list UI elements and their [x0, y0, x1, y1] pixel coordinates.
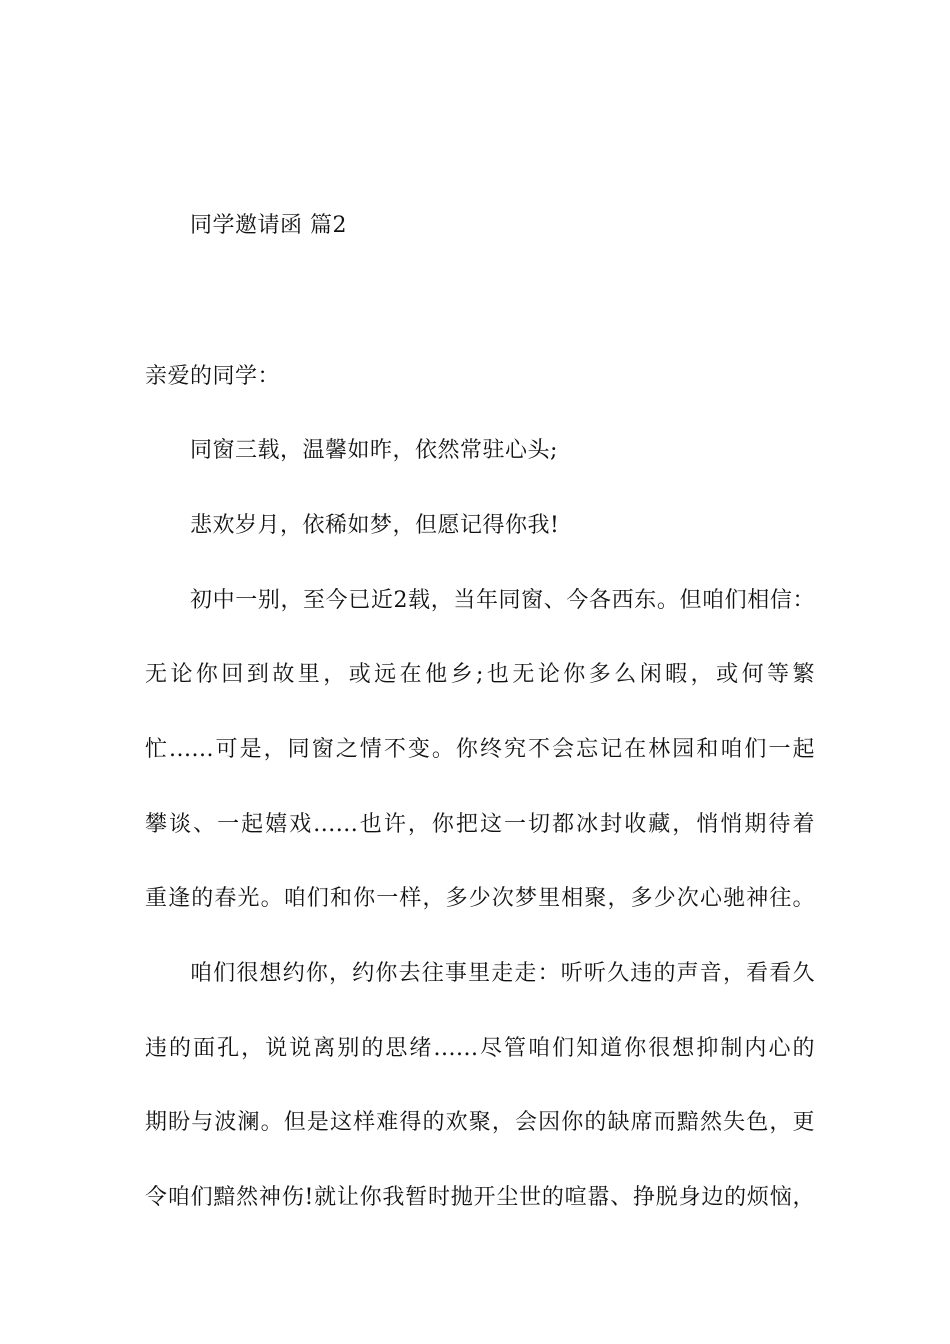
body-line: 期盼与波澜。但是这样难得的欢聚，会因你的缺席而黯然失色，更: [145, 1110, 815, 1135]
body-line: 忙......可是，同窗之情不变。你终究不会忘记在林园和咱们一起: [145, 737, 815, 762]
body-line: 违的面孔，说说离别的思绪......尽管咱们知道你很想抑制内心的: [145, 1036, 815, 1061]
body-line: 咱们很想约你，约你去往事里走走：听听久违的声音，看看久: [190, 961, 815, 986]
salutation: 亲爱的同学：: [145, 364, 281, 389]
body-line: 初中一别，至今已近2载，当年同窗、今各西东。但咱们相信：: [190, 588, 815, 613]
body-line: 无论你回到故里，或远在他乡;也无论你多么闲暇，或何等繁: [145, 662, 815, 687]
body-line: 悲欢岁月，依稀如梦，但愿记得你我!: [190, 513, 560, 538]
body-line: 重逢的春光。咱们和你一样，多少次梦里相聚，多少次心驰神往。: [145, 886, 815, 911]
body-line: 攀谈、一起嬉戏......也许，你把这一切都冰封收藏，悄悄期待着: [145, 812, 815, 837]
body-line: 令咱们黯然神伤!就让你我暂时抛开尘世的喧嚣、挣脱身边的烦恼，: [145, 1185, 815, 1210]
body-line: 同窗三载，温馨如昨，依然常驻心头;: [190, 438, 558, 463]
document-heading: 同学邀请函 篇2: [190, 213, 347, 238]
